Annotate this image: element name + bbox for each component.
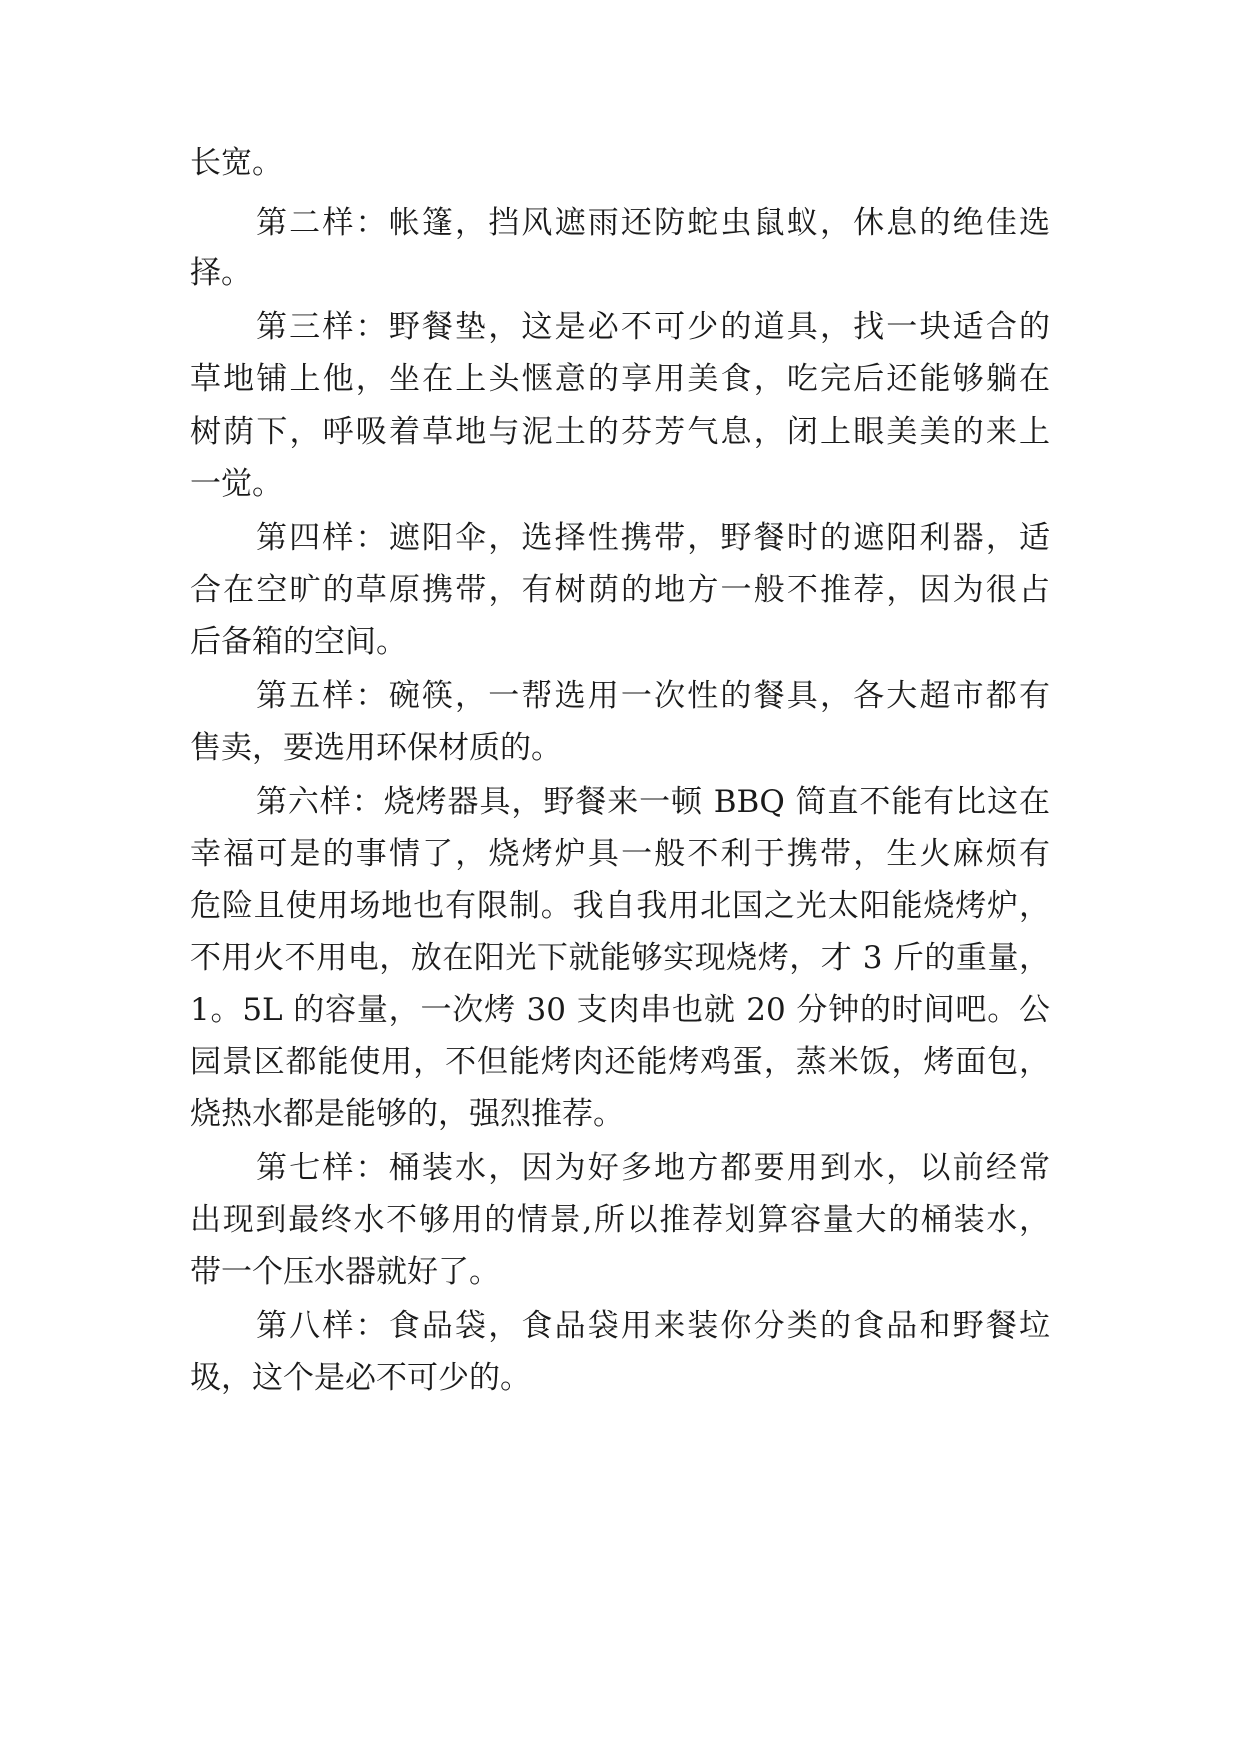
text-line: 第七样：桶装水，因为好多地方都要用到水，以前经常 (256, 1150, 1050, 1186)
text-line: 后备箱的空间。 (190, 624, 407, 660)
text-line: 不用火不用电，放在阳光下就能够实现烧烤，才 3 斤的重量， (190, 940, 1050, 976)
text-line: 一觉。 (190, 466, 283, 502)
text-line: 择。 (190, 255, 252, 291)
text-line: 带一个压水器就好了。 (190, 1254, 500, 1290)
text-line: 树荫下，呼吸着草地与泥土的芬芳气息，闭上眼美美的来上 (190, 414, 1050, 450)
text-line: 危险且使用场地也有限制。我自我用北国之光太阳能烧烤炉， (190, 888, 1050, 924)
text-line: 出现到最终水不够用的情景,所以推荐划算容量大的桶装水， (190, 1202, 1050, 1238)
text-line: 长宽。 (190, 145, 283, 181)
text-line: 草地铺上他，坐在上头惬意的享用美食，吃完后还能够躺在 (190, 361, 1050, 397)
text-line: 合在空旷的草原携带，有树荫的地方一般不推荐，因为很占 (190, 572, 1050, 608)
text-line: 幸福可是的事情了，烧烤炉具一般不利于携带，生火麻烦有 (190, 836, 1050, 872)
text-line: 烧热水都是能够的，强烈推荐。 (190, 1096, 624, 1132)
text-line: 第五样：碗筷，一帮选用一次性的餐具，各大超市都有 (256, 678, 1050, 714)
text-line: 圾，这个是必不可少的。 (190, 1360, 531, 1396)
text-line: 1。5L 的容量，一次烤 30 支肉串也就 20 分钟的时间吧。公 (190, 992, 1050, 1028)
text-line: 园景区都能使用，不但能烤肉还能烤鸡蛋，蒸米饭，烤面包， (190, 1044, 1050, 1080)
text-line: 售卖，要选用环保材质的。 (190, 730, 562, 766)
text-line: 第四样：遮阳伞，选择性携带，野餐时的遮阳利器，适 (256, 520, 1050, 556)
text-line: 第六样：烧烤器具，野餐来一顿 BBQ 简直不能有比这在 (256, 784, 1050, 820)
text-line: 第三样：野餐垫，这是必不可少的道具，找一块适合的 (256, 309, 1050, 345)
text-line: 第八样：食品袋，食品袋用来装你分类的食品和野餐垃 (256, 1308, 1050, 1344)
text-line: 第二样：帐篷，挡风遮雨还防蛇虫鼠蚁，休息的绝佳选 (256, 205, 1050, 241)
